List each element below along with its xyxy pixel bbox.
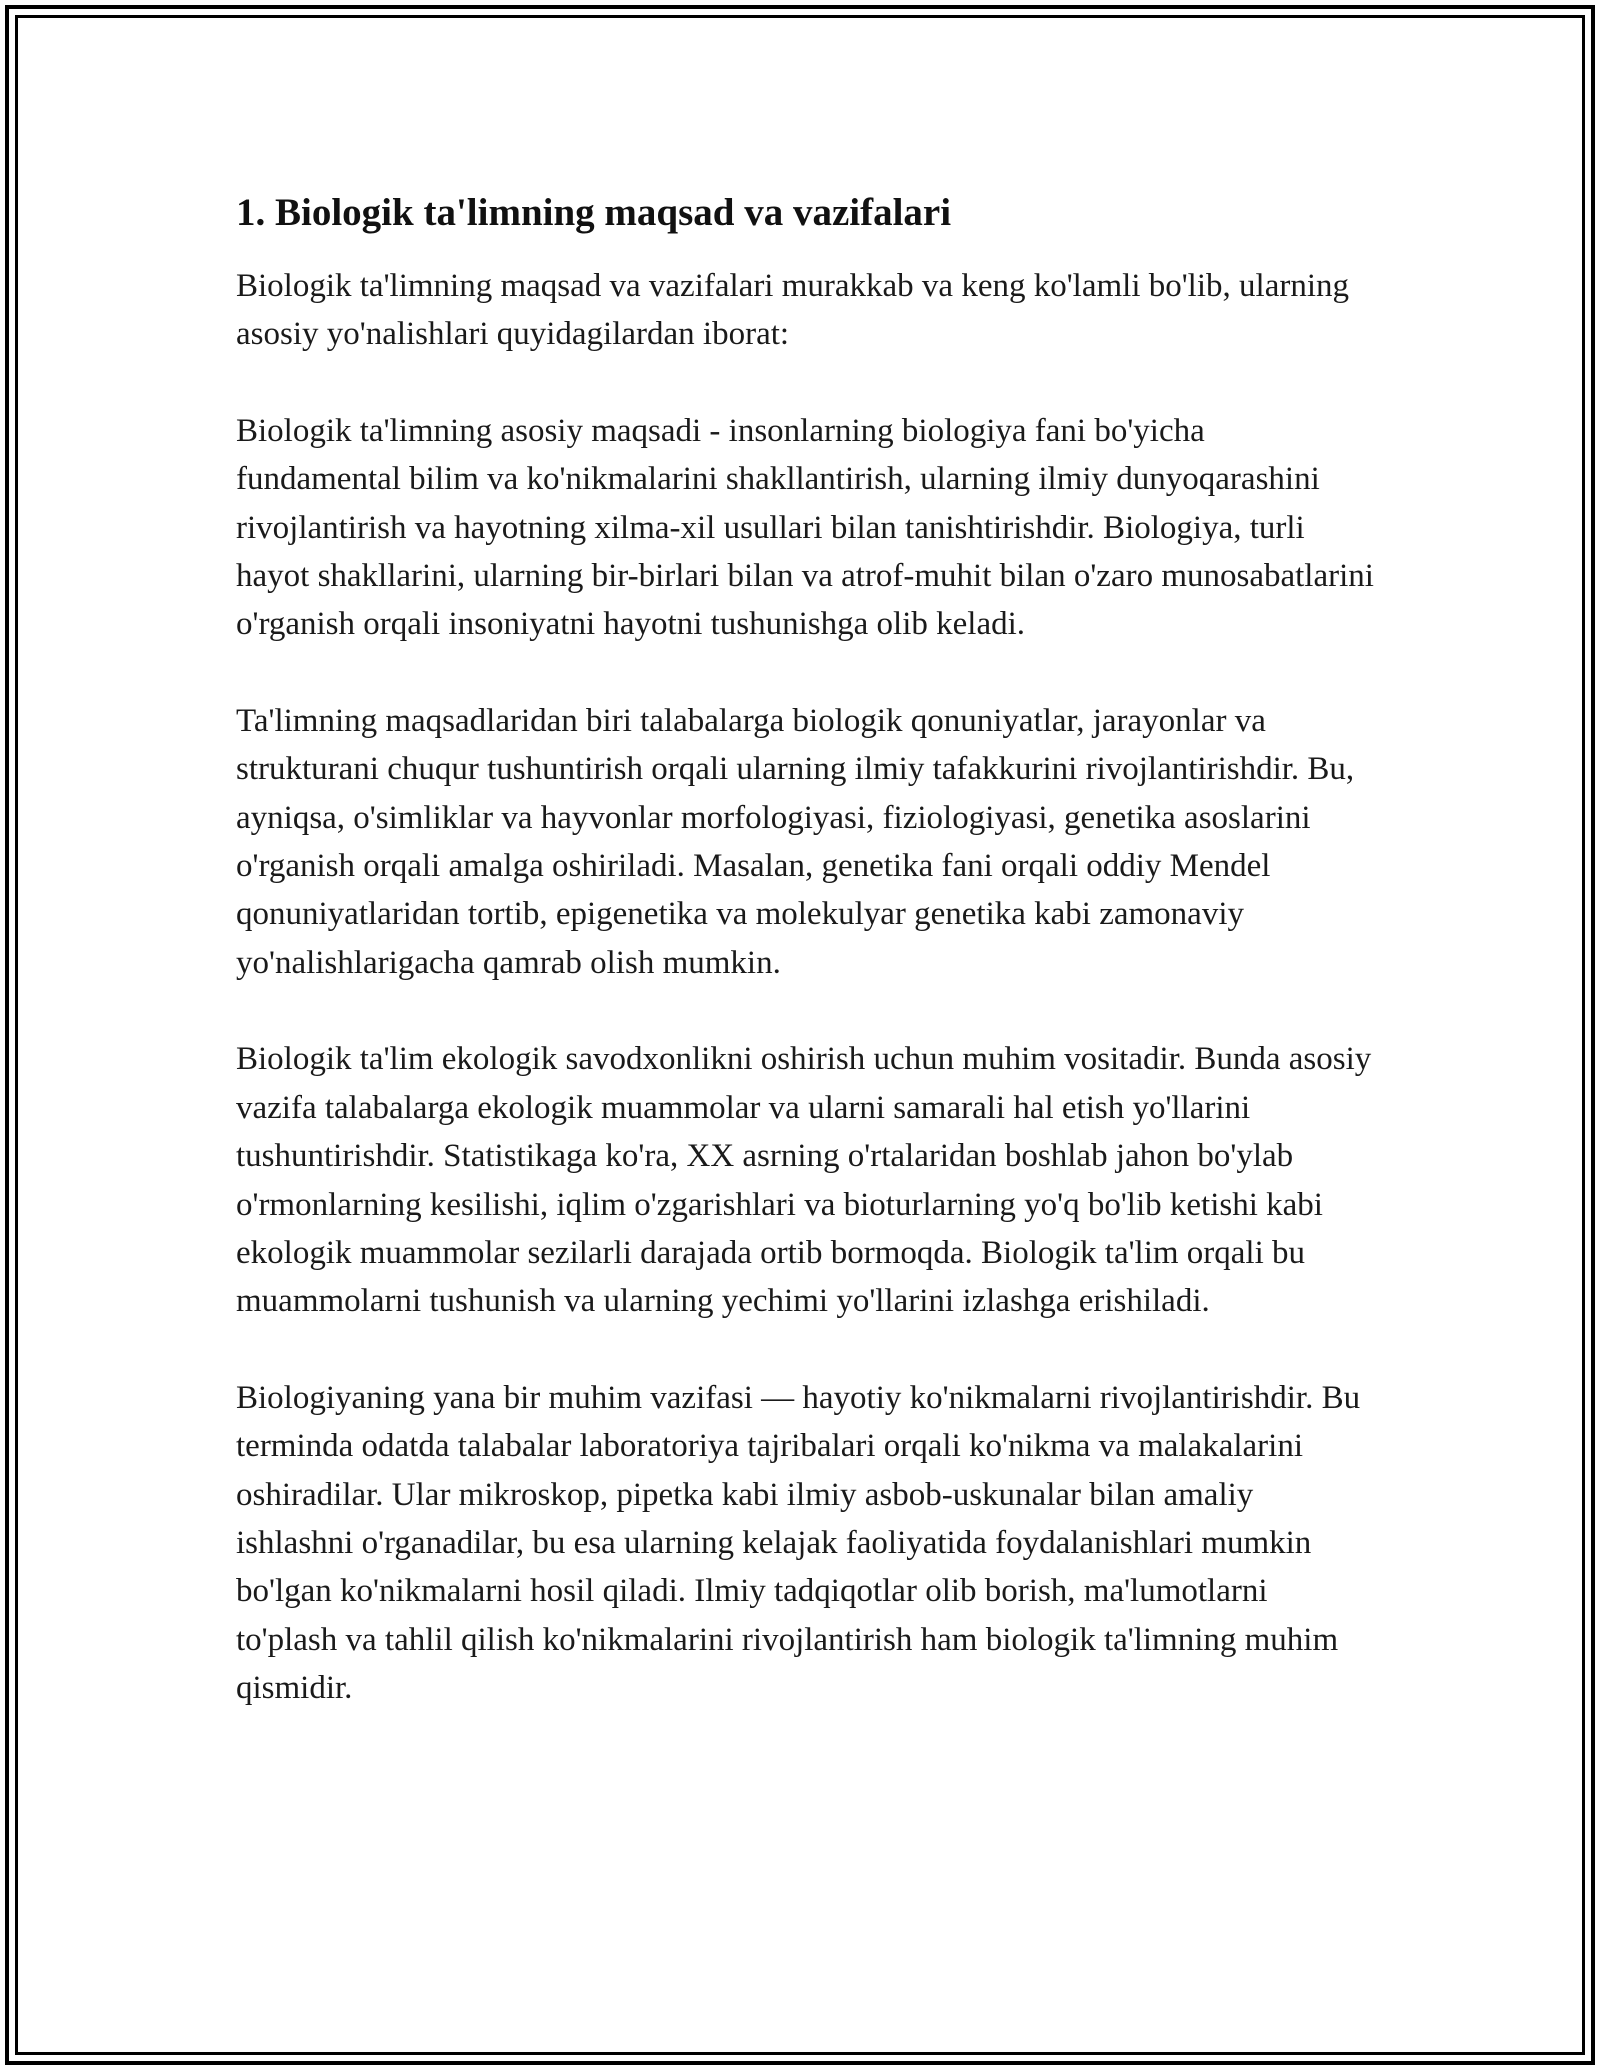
paragraph-ecological-literacy: Biologik ta'lim ekologik savodxonlikni oshirish uchun muhim vositadir. Bunda asosiy vazifa talabalarga ekologik muammolar va ularni samarali hal etish yo'llarini tushuntirishdir. Statistikaga ko'ra, XX asrning o'rtalaridan boshlab jahon bo'ylab o'rmonlarning kesilishi, iqlim o'zgarishlari va bioturlarning yo'q bo'lib ketishi kabi ekologik muammolar sezilarli darajada ortib bormoqda. Biologik ta'lim orqali bu muammolarni tushunish va ularning yechimi yo'llarini izlashga erishiladi.	[236, 1041, 1372, 1320]
paragraph-life-skills: Biologiyaning yana bir muhim vazifasi — hayotiy ko'nikmalarni rivojlantirishdir. Bu terminda odatda talabalar laboratoriya tajribalari orqali ko'nikma va malakalarini oshiradilar. Ular mikroskop, pipetka kabi ilmiy asbob-uskunalar bilan amaliy ishlashni o'rganadilar, bu esa ularning kelajak faoliyatida foydalanishlari mumkin bo'lgan ko'nikmalarni hosil qiladi. Ilmiy tadqiqotlar olib borish, ma'lumotlarni to'plash va tahlil qilish ko'nikmalarini rivojlantirish ham biologik ta'limning muhim qismidir.	[236, 1379, 1361, 1707]
paragraph-scientific-thinking: Ta'limning maqsadlaridan biri talabalarga biologik qonuniyatlar, jarayonlar va strukturani chuqur tushuntirish orqali ularning ilmiy tafakkurini rivojlantirishdir. Bu, ayniqsa, o'simliklar va hayvonlar morfologiyasi, fiziologiyasi, genetika asoslarini o'rganish orqali amalga oshiriladi. Masalan, genetika fani orqali oddiy Mendel qonuniyatlaridan tortib, epigenetika va molekulyar genetika kabi zamonaviy yo'nalishlarigacha qamrab olish mumkin.	[236, 702, 1355, 981]
paragraph-intro: Biologik ta'limning maqsad va vazifalari murakkab va keng ko'lamli bo'lib, ularning asosiy yo'nalishlari quyidagilardan iborat:	[236, 268, 1349, 353]
document-body	[236, 186, 1376, 1761]
paragraph-main-goal: Biologik ta'limning asosiy maqsadi - insonlarning biologiya fani bo'yicha fundamental bilim va ko'nikmalarini shakllantirish, ularning ilmiy dunyoqarashini rivojlantirish va hayotning xilma-xil usullari bilan tanishtirishdir. Biologiya, turli hayot shakllarini, ularning bir-birlari bilan va atrof-muhit bilan o'zaro munosabatlarini o'rganish orqali insoniyatni hayotni tushunishga olib keladi.	[236, 412, 1374, 643]
section-heading: 1. Biologik ta'limning maqsad va vazifalari	[236, 191, 952, 234]
